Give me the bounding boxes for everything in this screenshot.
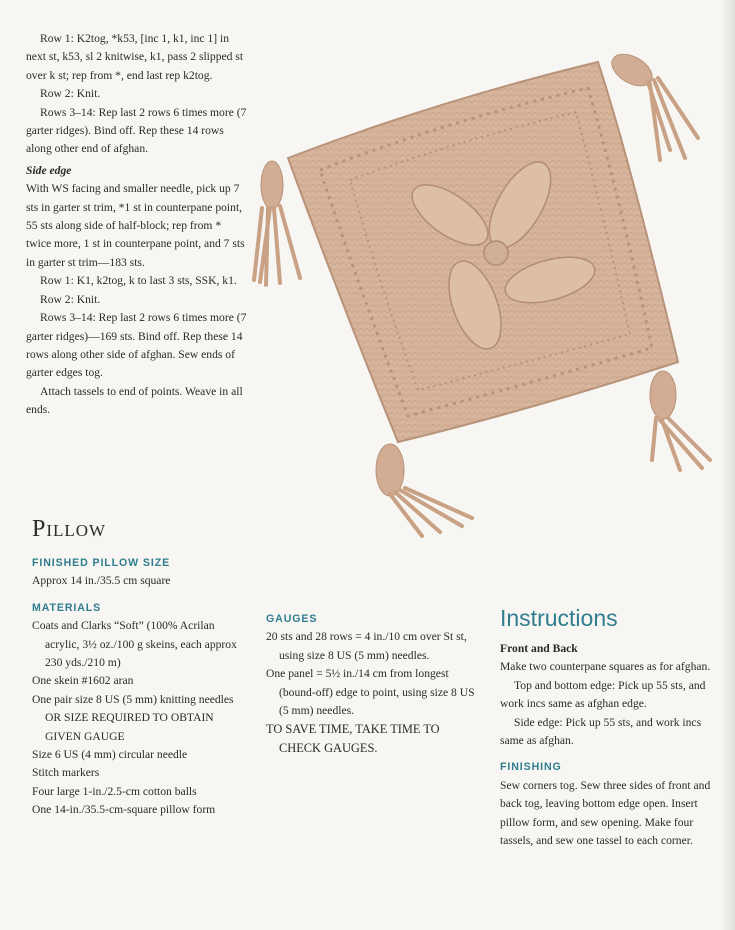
row2-text: Row 2: Knit.	[40, 87, 101, 101]
materials-item: Four large 1-in./2.5-cm cotton balls	[32, 784, 197, 798]
gauges-section	[266, 610, 476, 757]
rows3-14-text: Rows 3–14: Rep last 2 rows 6 times more (7 garter ridges). Bind off. Rep these 14 rows along other end of afghan.	[26, 105, 247, 156]
front-back-heading: Front and Back	[500, 642, 578, 655]
tassel-top-left	[254, 161, 300, 285]
pattern-continuation	[26, 30, 248, 420]
side-edge-heading: Side edge	[26, 163, 72, 177]
instructions-title: Instructions	[500, 605, 618, 631]
materials-item: One skein #1602 aran	[32, 674, 134, 688]
finishing-heading: FINISHING	[500, 761, 562, 774]
side-row1-text: Row 1: K1, k2tog, k to last 3 sts, SSK, k1.	[40, 274, 237, 288]
finished-size-text: Approx 14 in./35.5 cm square	[32, 574, 171, 588]
materials-item: One 14-in./35.5-cm-square pillow form	[32, 803, 216, 817]
materials-item: Coats and Clarks “Soft” (100% Acrilan acrylic, 3½ oz./100 g skeins, each approx 230 yds./210 m)	[32, 619, 237, 670]
materials-item: Stitch markers	[32, 766, 100, 780]
row1-text: Row 1: K2tog, *k53, [inc 1, k1, inc 1] in next st, k53, sl 2 knitwise, k1, pass 2 slipped st over k st; rep from *, end last rep k2tog.	[26, 32, 244, 82]
side-row2-text: Row 2: Knit.	[40, 292, 101, 306]
gauge-item: One panel = 5½ in./14 cm from longest (bound-off) edge to point, using size 8 US (5 mm) needles.	[266, 667, 475, 718]
front-back-text: Make two counterpane squares as for afghan.	[500, 660, 711, 674]
side-rows3-14-text: Rows 3–14: Rep last 2 rows 6 times more (7 garter ridges)—169 sts. Bind off. Rep these 14 rows along other side of afghan. Sew ends of garter edges tog.	[26, 311, 247, 380]
finished-size-heading: FINISHED PILLOW SIZE	[32, 557, 171, 569]
instructions-section	[500, 640, 712, 850]
tassel-bottom-left	[376, 444, 472, 536]
pillow-specs	[32, 554, 247, 820]
knitted-pillow-photo	[250, 40, 730, 550]
pillow-title: Pillow	[32, 516, 107, 542]
tassels-text: Attach tassels to end of points. Weave in all ends.	[26, 384, 243, 417]
side-edge-text: With WS facing and smaller needle, pick up 7 sts in garter st trim, *1 st in counterpane point, 55 sts along side of half-block; rep from * twice more, 1 st in counterpane point, and 7 sts in garter st trim—183 sts.	[26, 182, 245, 269]
tassel-bottom-right	[650, 371, 710, 470]
gauges-heading: GAUGES	[266, 613, 318, 625]
side-edge-instr-text: Side edge: Pick up 55 sts, and work incs same as afghan.	[500, 715, 702, 748]
gauge-item: 20 sts and 28 rows = 4 in./10 cm over St st, using size 8 US (5 mm) needles.	[266, 630, 467, 662]
materials-heading: MATERIALS	[32, 601, 102, 614]
finishing-text: Sew corners tog. Sew three sides of front and back tog, leaving bottom edge open. Insert pillow form, and sew opening. Make four tassels, and sew one tassel to each corner.	[500, 778, 711, 848]
top-bottom-edge-text: Top and bottom edge: Pick up 55 sts, and work incs same as afghan edge.	[500, 678, 706, 711]
gauge-warning: TO SAVE TIME, TAKE TIME TO CHECK GAUGES.	[266, 722, 440, 755]
materials-item: One pair size 8 US (5 mm) knitting needles OR SIZE REQUIRED TO OBTAIN GIVEN GAUGE	[32, 692, 234, 743]
materials-item: Size 6 US (4 mm) circular needle	[32, 748, 188, 762]
